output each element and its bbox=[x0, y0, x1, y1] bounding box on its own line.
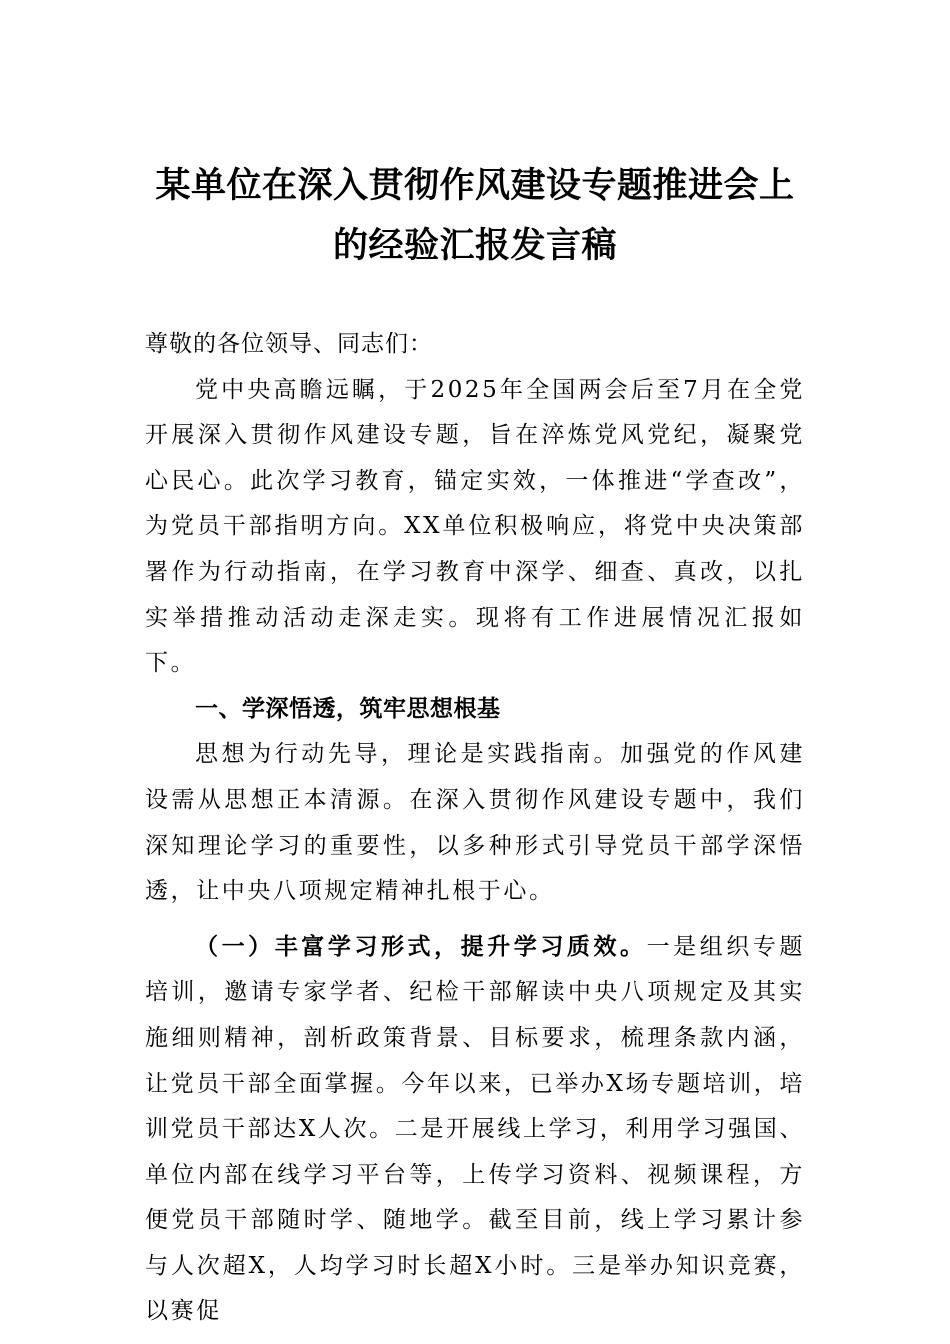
title-line-2: 的经验汇报发言稿 bbox=[332, 225, 617, 266]
document-body bbox=[145, 322, 805, 1335]
subsection-1-heading: （一）丰富学习形式，提升学习质效。 bbox=[195, 933, 647, 960]
title-line-1: 某单位在深入贯彻作风建设专题推进会上 bbox=[155, 165, 795, 206]
subsection-1-paragraph bbox=[145, 925, 805, 1335]
subsection-1-text: 一是组织专题培训，邀请专家学者、纪检干部解读中央八项规定及其实施细则精神，剖析政策背景、目标要求，梳理条款内涵，让党员干部全面掌握。今年以来，已举办X场专题培训，培训党员干部达X人次。二是开展线上学习，利用学习强国、单位内部在线学习平台等，上传学习资料、视频课程，方便党员干部随时学、随地学。截至目前，线上学习累计参与人次超X，人均学习时长超X小时。三是举办知识竞赛，以赛促 bbox=[145, 933, 805, 1325]
document-title bbox=[145, 0, 805, 276]
salutation: 尊敬的各位领导、同志们： bbox=[145, 331, 433, 357]
intro-paragraph: 党中央高瞻远瞩，于2025年全国两会后至7月在全党开展深入贯彻作风建设专题，旨在淬炼党风党纪，凝聚党心民心。此次学习教育，锚定实效，一体推进“学查改”，为党员干部指明方向。XX单位积极响应，将党中央决策部署作为行动指南，在学习教育中深学、细查、真改，以扎实举措推动活动走深走实。现将有工作进展情况汇报如下。 bbox=[145, 376, 805, 677]
section-1-paragraph: 思想为行动先导，理论是实践指南。加强党的作风建设需从思想正本清源。在深入贯彻作风建设专题中，我们深知理论学习的重要性，以多种形式引导党员干部学深悟透，让中央八项规定精神扎根于心。 bbox=[145, 741, 805, 905]
section-1-heading: 一、学深悟透，筑牢思想根基 bbox=[195, 695, 501, 722]
